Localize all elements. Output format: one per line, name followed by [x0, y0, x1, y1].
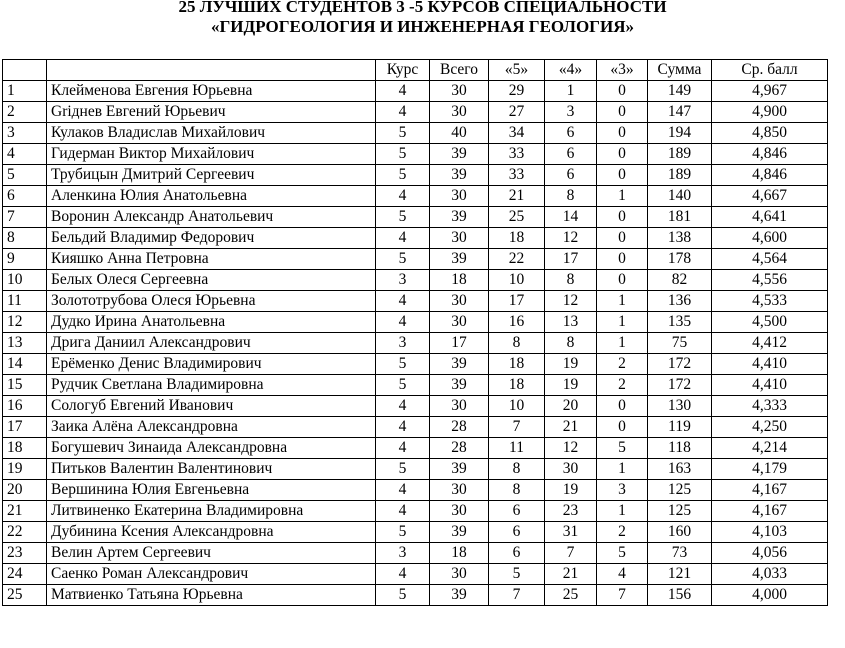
cell-name: Саенко Роман Александрович [47, 564, 376, 585]
cell-total: 30 [430, 102, 489, 123]
cell-grade-5: 8 [489, 480, 545, 501]
cell-grade-5: 22 [489, 249, 545, 270]
cell-sum: 178 [648, 249, 712, 270]
cell-name: Богушевич Зинаида Александровна [47, 438, 376, 459]
header-name [47, 60, 376, 81]
cell-number: 12 [3, 312, 47, 333]
cell-total: 30 [430, 564, 489, 585]
table-body [3, 81, 828, 606]
cell-average: 4,667 [712, 186, 828, 207]
cell-number: 13 [3, 333, 47, 354]
cell-sum: 130 [648, 396, 712, 417]
cell-number: 6 [3, 186, 47, 207]
cell-grade-3: 0 [597, 102, 648, 123]
header-course: Курс [376, 60, 430, 81]
cell-grade-4: 23 [545, 501, 597, 522]
cell-grade-3: 0 [597, 144, 648, 165]
cell-grade-3: 1 [597, 186, 648, 207]
cell-average: 4,000 [712, 585, 828, 606]
cell-sum: 73 [648, 543, 712, 564]
cell-sum: 156 [648, 585, 712, 606]
cell-average: 4,410 [712, 375, 828, 396]
cell-name: Рудчик Светлана Владимировна [47, 375, 376, 396]
cell-grade-3: 0 [597, 270, 648, 291]
cell-grade-3: 0 [597, 249, 648, 270]
cell-name: Сологуб Евгений Иванович [47, 396, 376, 417]
cell-average: 4,500 [712, 312, 828, 333]
cell-total: 39 [430, 375, 489, 396]
cell-grade-4: 19 [545, 480, 597, 501]
table-row [3, 291, 828, 312]
cell-average: 4,033 [712, 564, 828, 585]
cell-grade-3: 0 [597, 228, 648, 249]
cell-grade-4: 1 [545, 81, 597, 102]
table-row [3, 459, 828, 480]
cell-course: 3 [376, 333, 430, 354]
cell-grade-4: 8 [545, 186, 597, 207]
cell-total: 39 [430, 354, 489, 375]
cell-number: 16 [3, 396, 47, 417]
cell-average: 4,410 [712, 354, 828, 375]
cell-sum: 75 [648, 333, 712, 354]
cell-name: Золототрубова Олеся Юрьевна [47, 291, 376, 312]
cell-number: 20 [3, 480, 47, 501]
cell-average: 4,333 [712, 396, 828, 417]
cell-course: 4 [376, 102, 430, 123]
cell-name: Бельдий Владимир Федорович [47, 228, 376, 249]
cell-grade-5: 8 [489, 333, 545, 354]
table-row [3, 543, 828, 564]
cell-grade-5: 16 [489, 312, 545, 333]
cell-sum: 136 [648, 291, 712, 312]
cell-sum: 172 [648, 375, 712, 396]
cell-name: Дудко Ирина Анатольевна [47, 312, 376, 333]
cell-course: 5 [376, 123, 430, 144]
cell-course: 3 [376, 543, 430, 564]
cell-course: 4 [376, 186, 430, 207]
cell-grade-5: 34 [489, 123, 545, 144]
cell-course: 4 [376, 396, 430, 417]
cell-name: Клейменова Евгения Юрьевна [47, 81, 376, 102]
cell-name: Дрига Даниил Александрович [47, 333, 376, 354]
cell-course: 5 [376, 207, 430, 228]
cell-grade-5: 11 [489, 438, 545, 459]
table-row [3, 81, 828, 102]
cell-name: Велин Артем Сергеевич [47, 543, 376, 564]
cell-average: 4,412 [712, 333, 828, 354]
table-row [3, 564, 828, 585]
cell-grade-4: 12 [545, 228, 597, 249]
table-row [3, 375, 828, 396]
table-row [3, 207, 828, 228]
cell-name: Матвиенко Татьяна Юрьевна [47, 585, 376, 606]
cell-grade-3: 3 [597, 480, 648, 501]
cell-average: 4,900 [712, 102, 828, 123]
cell-grade-4: 8 [545, 333, 597, 354]
cell-total: 39 [430, 522, 489, 543]
cell-average: 4,533 [712, 291, 828, 312]
header-total: Всего [430, 60, 489, 81]
cell-grade-5: 27 [489, 102, 545, 123]
cell-course: 4 [376, 228, 430, 249]
table-row [3, 144, 828, 165]
cell-course: 4 [376, 417, 430, 438]
cell-average: 4,967 [712, 81, 828, 102]
table-row [3, 501, 828, 522]
cell-course: 5 [376, 354, 430, 375]
cell-grade-4: 12 [545, 438, 597, 459]
cell-sum: 119 [648, 417, 712, 438]
cell-grade-4: 19 [545, 354, 597, 375]
cell-course: 5 [376, 375, 430, 396]
cell-name: Воронин Александр Анатольевич [47, 207, 376, 228]
header-number [3, 60, 47, 81]
cell-number: 3 [3, 123, 47, 144]
header-grade-3: «3» [597, 60, 648, 81]
cell-grade-3: 4 [597, 564, 648, 585]
cell-grade-3: 0 [597, 165, 648, 186]
cell-name: Литвиненко Екатерина Владимировна [47, 501, 376, 522]
cell-course: 5 [376, 165, 430, 186]
table-row [3, 396, 828, 417]
cell-number: 11 [3, 291, 47, 312]
cell-grade-4: 6 [545, 165, 597, 186]
cell-grade-3: 2 [597, 375, 648, 396]
cell-total: 39 [430, 459, 489, 480]
cell-sum: 189 [648, 165, 712, 186]
cell-grade-4: 8 [545, 270, 597, 291]
cell-total: 39 [430, 207, 489, 228]
cell-total: 30 [430, 81, 489, 102]
cell-grade-3: 5 [597, 438, 648, 459]
cell-total: 39 [430, 585, 489, 606]
cell-average: 4,564 [712, 249, 828, 270]
cell-total: 39 [430, 165, 489, 186]
cell-grade-5: 33 [489, 165, 545, 186]
cell-name: Питьков Валентин Валентинович [47, 459, 376, 480]
cell-grade-5: 10 [489, 396, 545, 417]
cell-grade-4: 21 [545, 417, 597, 438]
cell-total: 30 [430, 186, 489, 207]
table-row [3, 417, 828, 438]
header-average: Ср. балл [712, 60, 828, 81]
table-row [3, 270, 828, 291]
cell-number: 23 [3, 543, 47, 564]
cell-name: Трубицын Дмитрий Сергеевич [47, 165, 376, 186]
cell-grade-5: 6 [489, 501, 545, 522]
cell-grade-5: 7 [489, 417, 545, 438]
cell-average: 4,641 [712, 207, 828, 228]
cell-grade-4: 17 [545, 249, 597, 270]
cell-grade-3: 2 [597, 354, 648, 375]
cell-grade-5: 29 [489, 81, 545, 102]
cell-course: 3 [376, 270, 430, 291]
cell-name: Вершинина Юлия Евгеньевна [47, 480, 376, 501]
cell-grade-5: 6 [489, 543, 545, 564]
cell-grade-4: 21 [545, 564, 597, 585]
cell-grade-4: 6 [545, 123, 597, 144]
table-row [3, 354, 828, 375]
page-title-line-1: 25 ЛУЧШИХ СТУДЕНТОВ 3 -5 КУРСОВ СПЕЦИАЛЬНОСТИ [178, 0, 667, 16]
table-row [3, 522, 828, 543]
cell-sum: 147 [648, 102, 712, 123]
cell-total: 18 [430, 270, 489, 291]
cell-total: 30 [430, 501, 489, 522]
cell-sum: 172 [648, 354, 712, 375]
cell-average: 4,167 [712, 501, 828, 522]
cell-grade-5: 25 [489, 207, 545, 228]
cell-sum: 149 [648, 81, 712, 102]
cell-grade-3: 1 [597, 312, 648, 333]
cell-name: Заика Алёна Александровна [47, 417, 376, 438]
cell-sum: 138 [648, 228, 712, 249]
table-row [3, 228, 828, 249]
cell-grade-5: 8 [489, 459, 545, 480]
cell-sum: 135 [648, 312, 712, 333]
cell-sum: 194 [648, 123, 712, 144]
cell-sum: 160 [648, 522, 712, 543]
cell-course: 4 [376, 312, 430, 333]
cell-number: 2 [3, 102, 47, 123]
cell-total: 30 [430, 480, 489, 501]
cell-grade-5: 18 [489, 375, 545, 396]
cell-number: 25 [3, 585, 47, 606]
cell-course: 4 [376, 480, 430, 501]
students-table [2, 59, 828, 606]
cell-number: 4 [3, 144, 47, 165]
table-row [3, 186, 828, 207]
cell-number: 18 [3, 438, 47, 459]
cell-grade-5: 10 [489, 270, 545, 291]
cell-grade-3: 7 [597, 585, 648, 606]
cell-average: 4,056 [712, 543, 828, 564]
cell-number: 19 [3, 459, 47, 480]
cell-average: 4,103 [712, 522, 828, 543]
cell-average: 4,846 [712, 144, 828, 165]
cell-number: 22 [3, 522, 47, 543]
cell-grade-4: 19 [545, 375, 597, 396]
cell-total: 30 [430, 291, 489, 312]
table-row [3, 585, 828, 606]
cell-grade-3: 0 [597, 417, 648, 438]
cell-course: 5 [376, 522, 430, 543]
cell-average: 4,846 [712, 165, 828, 186]
cell-average: 4,600 [712, 228, 828, 249]
cell-name: Белых Олеся Сергеевна [47, 270, 376, 291]
cell-grade-3: 0 [597, 123, 648, 144]
cell-course: 4 [376, 501, 430, 522]
cell-grade-4: 14 [545, 207, 597, 228]
cell-number: 24 [3, 564, 47, 585]
cell-grade-3: 1 [597, 459, 648, 480]
cell-grade-5: 33 [489, 144, 545, 165]
cell-course: 5 [376, 585, 430, 606]
cell-sum: 118 [648, 438, 712, 459]
table-header-row [3, 60, 828, 81]
table-row [3, 480, 828, 501]
cell-grade-4: 13 [545, 312, 597, 333]
cell-grade-4: 12 [545, 291, 597, 312]
cell-total: 40 [430, 123, 489, 144]
cell-name: Ерёменко Денис Владимирович [47, 354, 376, 375]
cell-course: 4 [376, 438, 430, 459]
header-sum: Сумма [648, 60, 712, 81]
cell-course: 4 [376, 81, 430, 102]
cell-average: 4,179 [712, 459, 828, 480]
cell-number: 21 [3, 501, 47, 522]
cell-course: 5 [376, 249, 430, 270]
cell-total: 30 [430, 396, 489, 417]
table-row [3, 438, 828, 459]
cell-total: 39 [430, 249, 489, 270]
cell-total: 17 [430, 333, 489, 354]
cell-grade-5: 5 [489, 564, 545, 585]
table-row [3, 165, 828, 186]
cell-grade-4: 3 [545, 102, 597, 123]
cell-grade-5: 18 [489, 228, 545, 249]
cell-sum: 82 [648, 270, 712, 291]
cell-grade-4: 7 [545, 543, 597, 564]
cell-name: Griднев Евгений Юрьевич [47, 102, 376, 123]
cell-grade-5: 7 [489, 585, 545, 606]
cell-average: 4,556 [712, 270, 828, 291]
cell-total: 30 [430, 312, 489, 333]
cell-name: Дубинина Ксения Александровна [47, 522, 376, 543]
cell-name: Гидерман Виктор Михайлович [47, 144, 376, 165]
header-grade-4: «4» [545, 60, 597, 81]
cell-grade-4: 31 [545, 522, 597, 543]
table-row [3, 333, 828, 354]
cell-total: 39 [430, 144, 489, 165]
cell-grade-3: 1 [597, 333, 648, 354]
cell-average: 4,850 [712, 123, 828, 144]
cell-course: 5 [376, 144, 430, 165]
cell-grade-5: 17 [489, 291, 545, 312]
cell-total: 30 [430, 228, 489, 249]
cell-name: Аленкина Юлия Анатольевна [47, 186, 376, 207]
cell-course: 4 [376, 564, 430, 585]
cell-total: 28 [430, 438, 489, 459]
cell-number: 1 [3, 81, 47, 102]
cell-grade-5: 21 [489, 186, 545, 207]
cell-number: 15 [3, 375, 47, 396]
cell-total: 28 [430, 417, 489, 438]
cell-grade-4: 30 [545, 459, 597, 480]
cell-grade-3: 0 [597, 207, 648, 228]
cell-name: Кулаков Владислав Михайлович [47, 123, 376, 144]
cell-grade-4: 25 [545, 585, 597, 606]
cell-grade-3: 0 [597, 396, 648, 417]
header-grade-5: «5» [489, 60, 545, 81]
cell-number: 10 [3, 270, 47, 291]
table-row [3, 312, 828, 333]
cell-grade-3: 1 [597, 291, 648, 312]
cell-average: 4,167 [712, 480, 828, 501]
cell-grade-5: 6 [489, 522, 545, 543]
cell-sum: 181 [648, 207, 712, 228]
cell-course: 4 [376, 291, 430, 312]
cell-grade-4: 20 [545, 396, 597, 417]
cell-sum: 163 [648, 459, 712, 480]
table-row [3, 249, 828, 270]
cell-grade-3: 2 [597, 522, 648, 543]
cell-grade-3: 1 [597, 501, 648, 522]
cell-grade-4: 6 [545, 144, 597, 165]
cell-number: 7 [3, 207, 47, 228]
table-row [3, 123, 828, 144]
cell-average: 4,214 [712, 438, 828, 459]
cell-course: 5 [376, 459, 430, 480]
cell-grade-3: 5 [597, 543, 648, 564]
cell-sum: 125 [648, 480, 712, 501]
cell-name: Кияшко Анна Петровна [47, 249, 376, 270]
cell-number: 8 [3, 228, 47, 249]
cell-number: 9 [3, 249, 47, 270]
cell-number: 17 [3, 417, 47, 438]
cell-number: 14 [3, 354, 47, 375]
cell-average: 4,250 [712, 417, 828, 438]
cell-sum: 189 [648, 144, 712, 165]
table-row [3, 102, 828, 123]
cell-grade-5: 18 [489, 354, 545, 375]
cell-grade-3: 0 [597, 81, 648, 102]
cell-total: 18 [430, 543, 489, 564]
page-title-line-2: «ГИДРОГЕОЛОГИЯ И ИНЖЕНЕРНАЯ ГЕОЛОГИЯ» [210, 17, 634, 36]
cell-sum: 125 [648, 501, 712, 522]
cell-number: 5 [3, 165, 47, 186]
cell-sum: 140 [648, 186, 712, 207]
cell-sum: 121 [648, 564, 712, 585]
